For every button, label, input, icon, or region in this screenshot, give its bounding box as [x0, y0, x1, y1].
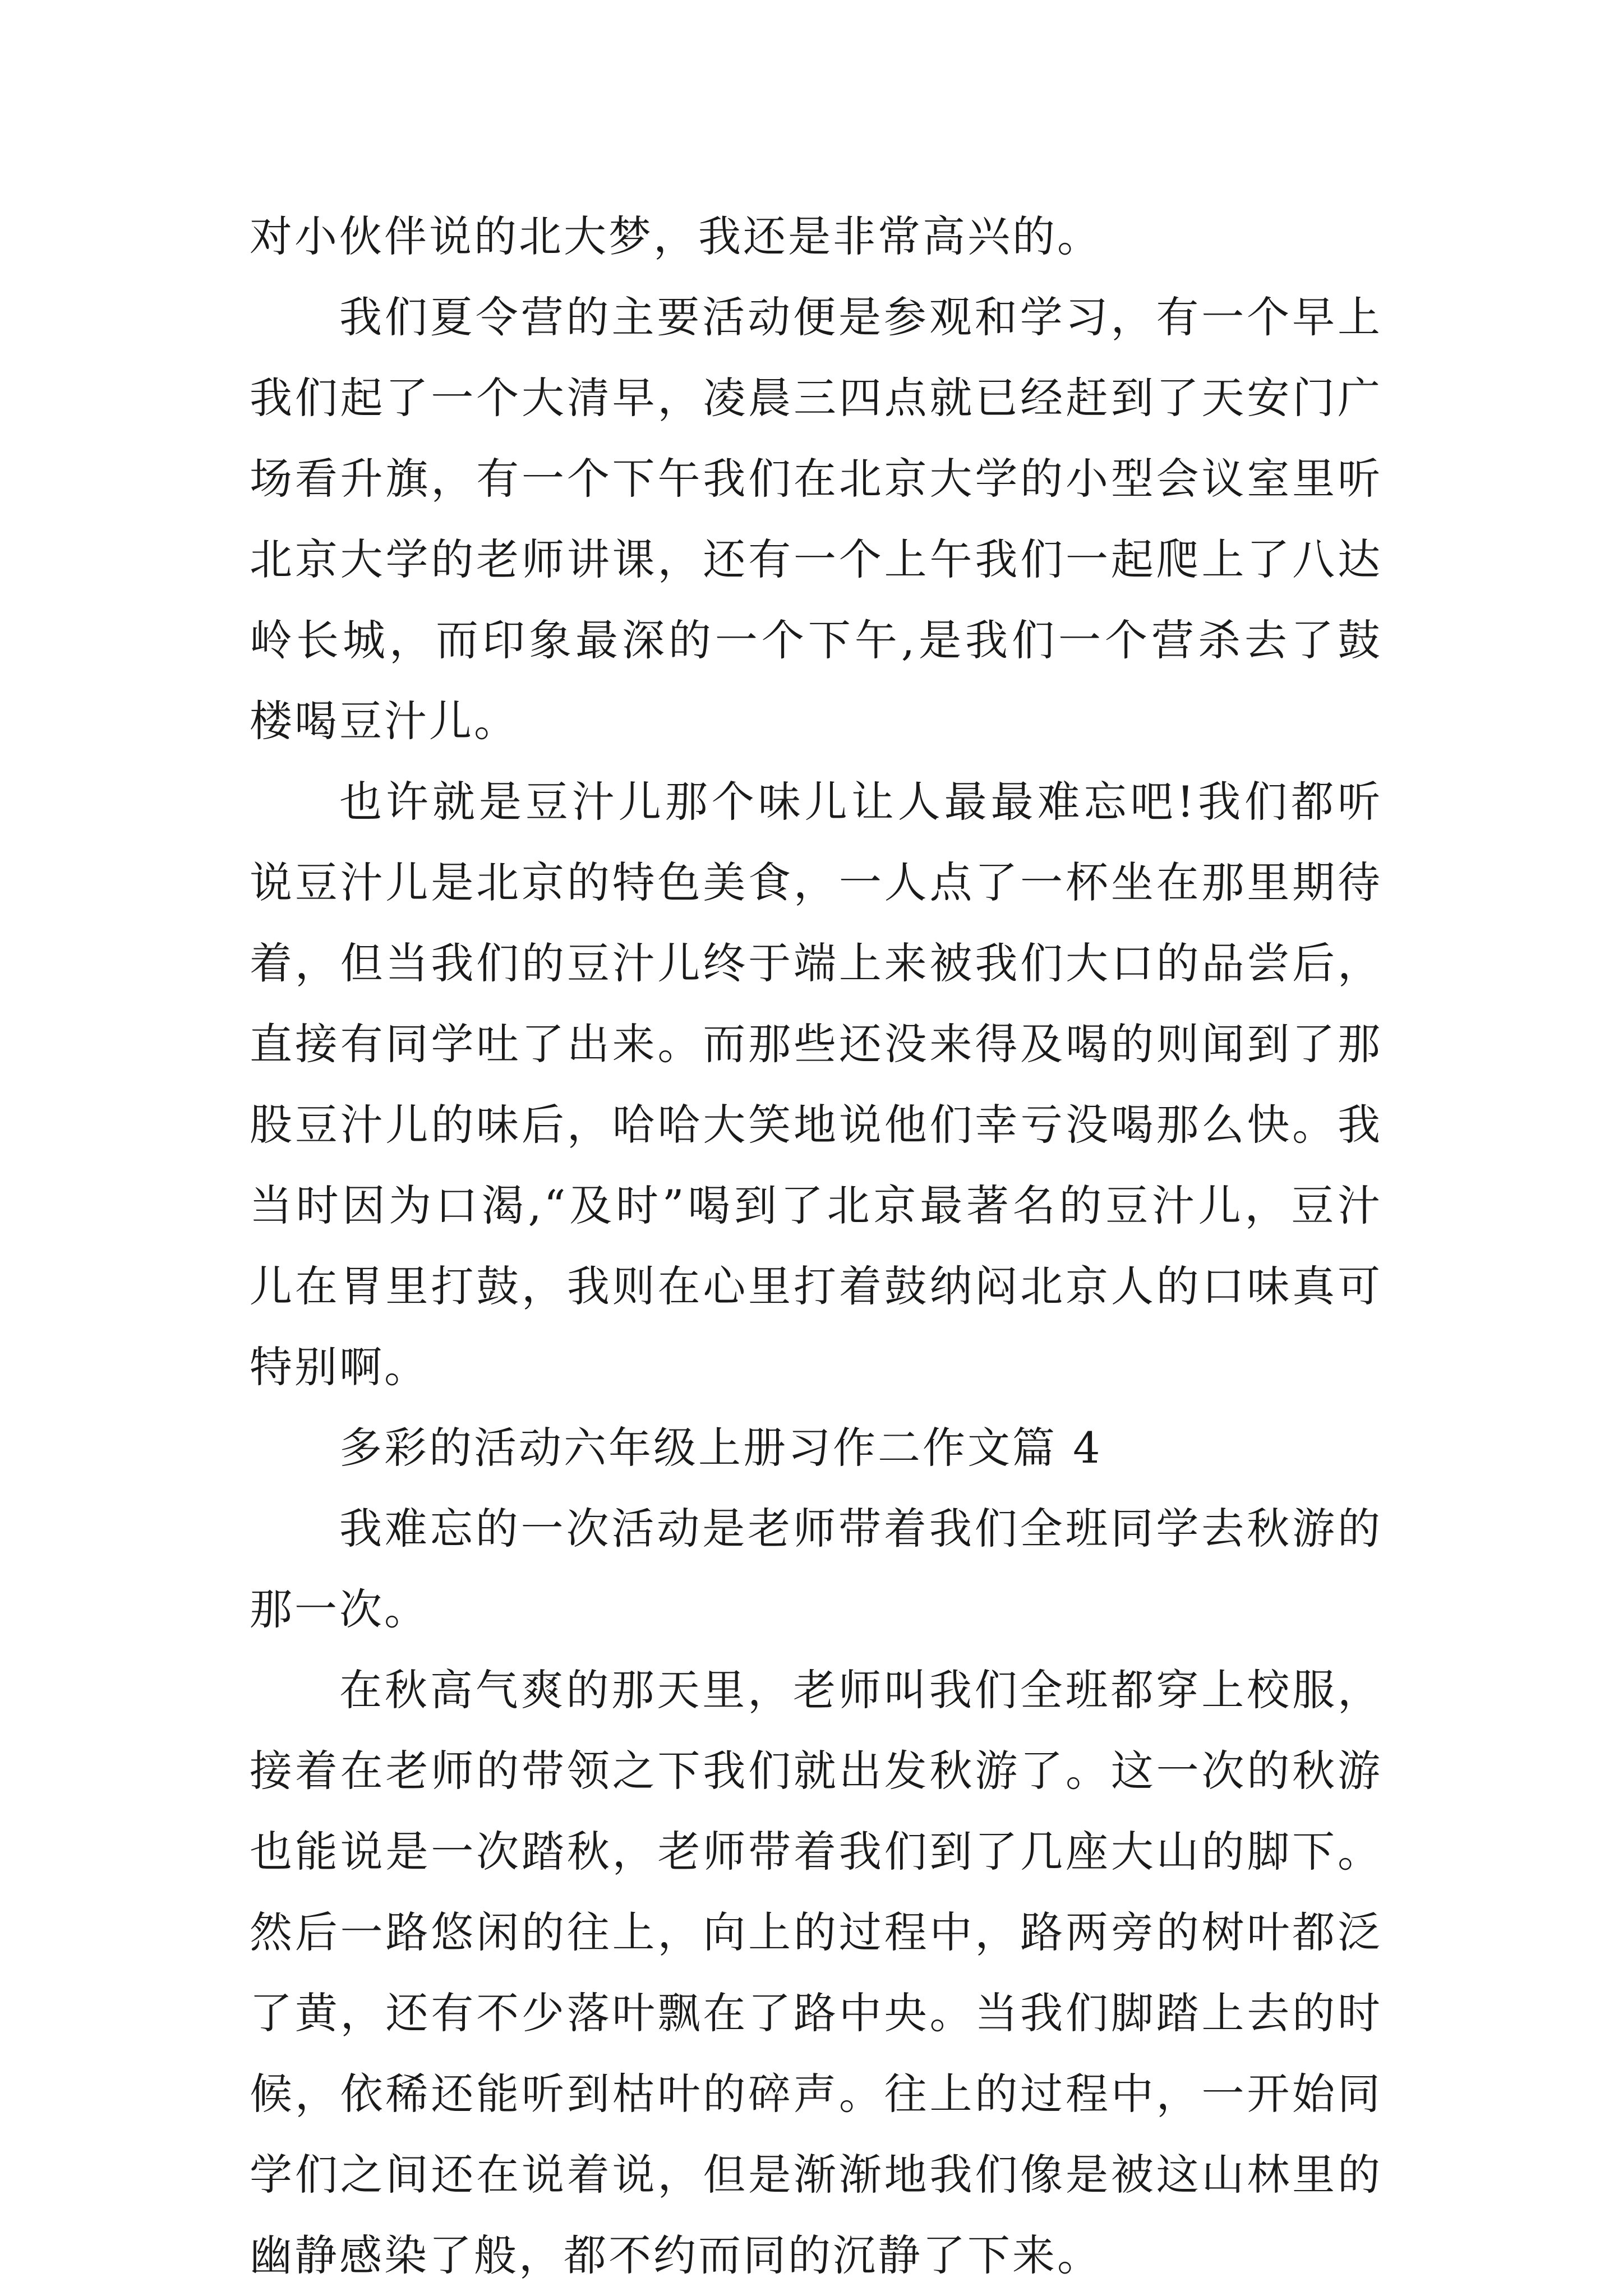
paragraph-autumn-intro: 我难忘的一次活动是老师带着我们全班同学去秋游的那一次。	[250, 1504, 1382, 1634]
paragraph-douzhi: 也许就是豆汁儿那个味儿让人最最难忘吧!我们都听说豆汁儿是北京的特色美食，一人点了一杯坐在那里期待着，但当我们的豆汁儿终于端上来被我们大口的品尝后，直接有同学吐了出来。而那些还没来得及喝的则闻到了那股豆汁儿的味后，哈哈大笑地说他们幸亏没喝那么快。我当时因为口渴,“及时”喝到了北京最著名的豆汁儿，豆汁儿在胃里打鼓，我则在心里打着鼓纳闷北京人的口味真可特别啊。	[250, 777, 1382, 1392]
section-heading: 多彩的活动六年级上册习作二作文篇 4	[339, 1423, 1103, 1473]
document-body	[250, 196, 1382, 2296]
paragraph-autumn-trip: 在秋高气爽的那天里，老师叫我们全班都穿上校服，接着在老师的带领之下我们就出发秋游了。这一次的秋游也能说是一次踏秋，老师带着我们到了几座大山的脚下。然后一路悠闲的往上，向上的过程中，路两旁的树叶都泛了黄，还有不少落叶飘在了路中央。当我们脚踏上去的时候，依稀还能听到枯叶的碎声。往上的过程中，一开始同学们之间还在说着说，但是渐渐地我们像是被这山林里的幽静感染了般，都不约而同的沉静了下来。	[250, 1665, 1382, 2280]
paragraph-continuation: 对小伙伴说的北大梦，我还是非常高兴的。	[250, 211, 1102, 261]
paragraph-summer-camp: 我们夏令营的主要活动便是参观和学习，有一个早上我们起了一个大清早，凌晨三四点就已经赶到了天安门广场看升旗，有一个下午我们在北京大学的小型会议室里听北京大学的老师讲课，还有一个上午我们一起爬上了八达岭长城，而印象最深的一个下午,是我们一个营杀去了鼓楼喝豆汁儿。	[250, 292, 1382, 746]
